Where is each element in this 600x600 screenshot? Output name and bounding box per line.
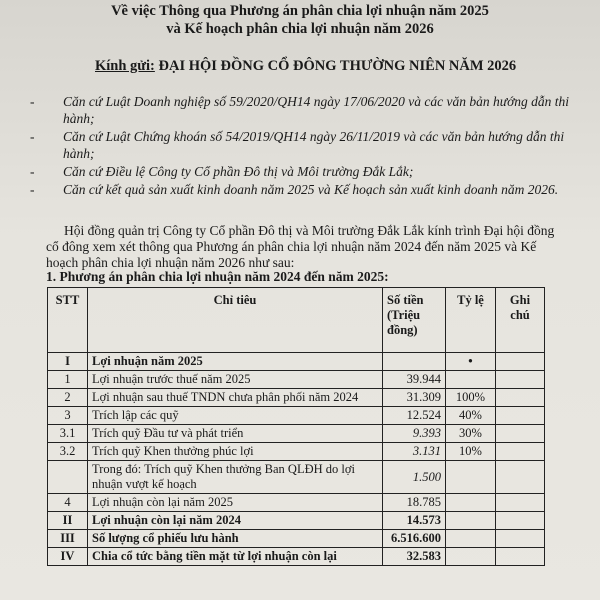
cell-ratio: 100% [446, 389, 496, 407]
cell-stt: 3.2 [48, 443, 88, 461]
cell-amount: 18.785 [383, 494, 446, 512]
cell-amount: 39.944 [383, 371, 446, 389]
table-row [48, 443, 545, 461]
cell-stt [48, 461, 88, 494]
header-amount: Số tiền (Triệu đồng) [383, 288, 446, 353]
cell-amount: 1.500 [383, 461, 446, 494]
cell-stt: 3.1 [48, 425, 88, 443]
cell-ratio [446, 461, 496, 494]
cell-amount: 6.516.600 [383, 530, 446, 548]
document-title-line-2: và Kế hoạch phân chia lợi nhuận năm 2026 [166, 21, 434, 37]
table-row [48, 548, 545, 566]
profit-distribution-table [47, 287, 545, 566]
cell-item: Trích lập các quỹ [88, 407, 383, 425]
cell-note [496, 530, 545, 548]
cell-item: Trích quỹ Khen thưởng phúc lợi [88, 443, 383, 461]
recipient-label: Kính gửi: [95, 58, 155, 74]
table-row [48, 425, 545, 443]
cell-ratio [446, 530, 496, 548]
cell-item: Lợi nhuận năm 2025 [88, 353, 383, 371]
cell-ratio [446, 512, 496, 530]
cell-note [496, 407, 545, 425]
header-note: Ghi chú [496, 288, 545, 353]
table-row [48, 407, 545, 425]
cell-note [496, 371, 545, 389]
cell-ratio: • [446, 353, 496, 371]
cell-stt: I [48, 353, 88, 371]
legal-basis-item: - Căn cứ Luật Doanh nghiệp số 59/2020/QH14 ngày 17/06/2020 và các văn bản hướng dẫn thi hành; [30, 93, 585, 127]
cell-note [496, 548, 545, 566]
cell-ratio [446, 494, 496, 512]
cell-amount: 12.524 [383, 407, 446, 425]
cell-stt: 3 [48, 407, 88, 425]
cell-stt: IV [48, 548, 88, 566]
table-row [48, 512, 545, 530]
intro-paragraph: Hội đồng quản trị Công ty Cổ phần Đô thị và Môi trường Đắk Lắk kính trình Đại hội đồng cổ đông xem xét thông qua Phương án phân chia lợi nhuận năm 2024 đến năm 2025 và Kế hoạch phân chia lợi nhuận năm 2026 như sau: [46, 223, 555, 270]
cell-note [496, 389, 545, 407]
table-row [48, 389, 545, 407]
cell-note [496, 443, 545, 461]
legal-basis-item: - Căn cứ Điều lệ Công ty Cổ phần Đô thị và Môi trường Đắk Lắk; [30, 163, 585, 180]
table-header-row [48, 288, 545, 353]
cell-item: Lợi nhuận sau thuế TNDN chưa phân phối năm 2024 [88, 389, 383, 407]
cell-item: Lợi nhuận còn lại năm 2025 [88, 494, 383, 512]
cell-note [496, 494, 545, 512]
cell-item: Lợi nhuận trước thuế năm 2025 [88, 371, 383, 389]
table-row [48, 530, 545, 548]
cell-item: Chia cổ tức bằng tiền mặt từ lợi nhuận còn lại [88, 548, 383, 566]
cell-amount [383, 353, 446, 371]
cell-note [496, 461, 545, 494]
cell-stt: 1 [48, 371, 88, 389]
cell-amount: 31.309 [383, 389, 446, 407]
cell-amount: 32.583 [383, 548, 446, 566]
legal-basis-item: - Căn cứ kết quả sản xuất kinh doanh năm 2025 và Kế hoạch sản xuất kinh doanh năm 2026. [30, 181, 585, 198]
table-row [48, 371, 545, 389]
cell-item: Lợi nhuận còn lại năm 2024 [88, 512, 383, 530]
cell-amount: 9.393 [383, 425, 446, 443]
section-heading: 1. Phương án phân chia lợi nhuận năm 2024 đến năm 2025: [46, 269, 389, 284]
cell-note [496, 353, 545, 371]
header-stt: STT [48, 288, 88, 353]
header-item: Chỉ tiêu [88, 288, 383, 353]
cell-note [496, 425, 545, 443]
legal-bases-list [30, 93, 585, 199]
cell-amount: 3.131 [383, 443, 446, 461]
cell-item: Trích quỹ Đầu tư và phát triển [88, 425, 383, 443]
cell-ratio: 10% [446, 443, 496, 461]
cell-stt: III [48, 530, 88, 548]
table-row [48, 494, 545, 512]
cell-stt: 4 [48, 494, 88, 512]
cell-item: Số lượng cổ phiếu lưu hành [88, 530, 383, 548]
recipient-name: ĐẠI HỘI ĐỒNG CỔ ĐÔNG THƯỜNG NIÊN NĂM 2026 [158, 58, 517, 74]
document-title-line-1: Về việc Thông qua Phương án phân chia lợi nhuận năm 2025 [111, 3, 489, 19]
header-ratio: Tỷ lệ [446, 288, 496, 353]
recipient-line [95, 58, 516, 75]
cell-note [496, 512, 545, 530]
cell-ratio [446, 371, 496, 389]
table-row [48, 461, 545, 494]
cell-stt: II [48, 512, 88, 530]
cell-stt: 2 [48, 389, 88, 407]
legal-basis-item: - Căn cứ Luật Chứng khoán số 54/2019/QH14 ngày 26/11/2019 và các văn bản hướng dẫn thi hành; [30, 128, 585, 162]
cell-ratio: 30% [446, 425, 496, 443]
table-row [48, 353, 545, 371]
cell-amount: 14.573 [383, 512, 446, 530]
cell-item: Trong đó: Trích quỹ Khen thưởng Ban QLĐH do lợi nhuận vượt kế hoạch [88, 461, 383, 494]
cell-ratio: 40% [446, 407, 496, 425]
cell-ratio [446, 548, 496, 566]
